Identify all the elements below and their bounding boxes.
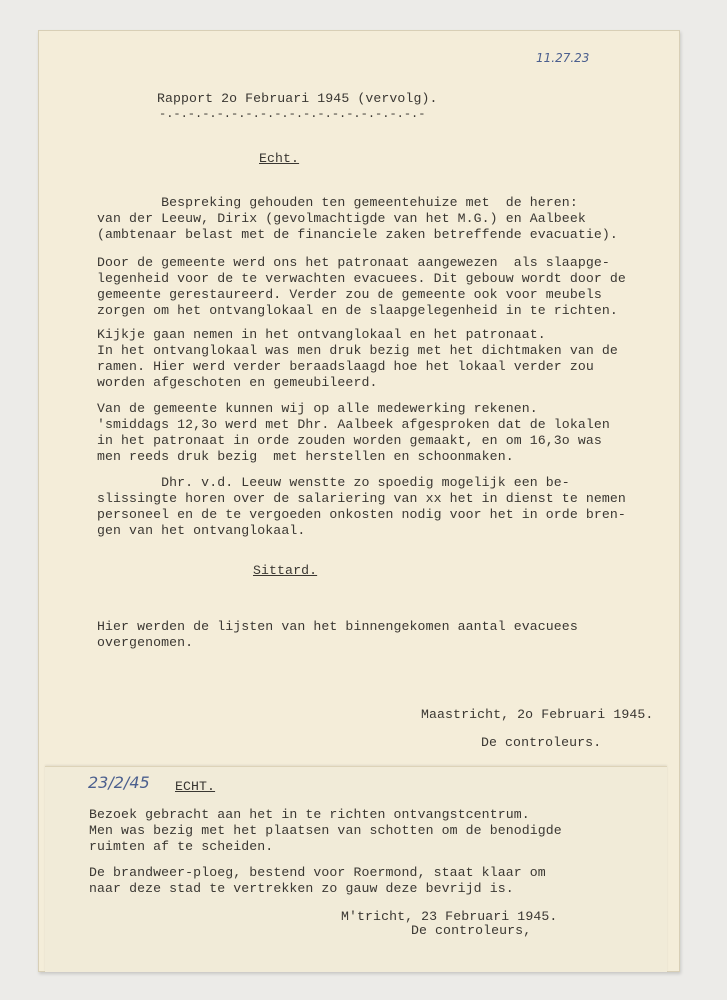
signature-place-date: Maastricht, 2o Februari 1945. — [421, 707, 654, 722]
text-line: men reeds druk bezig met herstellen en schoonmaken. — [97, 449, 514, 464]
text-line: Van de gemeente kunnen wij op alle medewerking rekenen. — [97, 401, 538, 416]
slip-signature-name: De controleurs, — [411, 923, 532, 938]
text-line: gen van het ontvanglokaal. — [97, 523, 306, 538]
section-heading-echt: Echt. — [259, 151, 300, 166]
text-line: in het patronaat in orde zouden worden gemaakt, en om 16,3o was — [97, 433, 602, 448]
handwritten-date: 23/2/45 — [88, 773, 150, 792]
text-line: 'smiddags 12,3o werd met Dhr. Aalbeek afgesproken dat de lokalen — [97, 417, 610, 432]
text-line: naar deze stad te vertrekken zo gauw deze bevrijd is. — [89, 881, 514, 896]
text-line: legenheid voor de te verwachten evacuees. Dit gebouw wordt door de — [97, 271, 626, 286]
text-line: overgenomen. — [97, 635, 194, 650]
text-line: In het ontvanglokaal was men druk bezig met het dichtmaken van de — [97, 343, 618, 358]
text-line: ramen. Hier werd verder beraadslaagd hoe het lokaal verder zou — [97, 359, 594, 374]
section-heading-sittard: Sittard. — [253, 563, 318, 578]
text-line: worden afgeschoten en gemeubileerd. — [97, 375, 378, 390]
text-line: Kijkje gaan nemen in het ontvanglokaal en het patronaat. — [97, 327, 546, 342]
attached-slip — [45, 766, 667, 972]
text-line: zorgen om het ontvanglokaal en de slaapgelegenheid in te richten. — [97, 303, 618, 318]
text-line: personeel en de te vergoeden onkosten nodig voor het in orde bren- — [97, 507, 626, 522]
text-line: ruimten af te scheiden. — [89, 839, 274, 854]
text-line: De brandweer-ploeg, bestend voor Roermond, staat klaar om — [89, 865, 546, 880]
report-title: Rapport 2o Februari 1945 (vervolg). — [157, 91, 438, 106]
text-line: Dhr. v.d. Leeuw wenstte zo spoedig mogelijk een be- — [97, 475, 570, 490]
text-line: Door de gemeente werd ons het patronaat aangewezen als slaapge- — [97, 255, 610, 270]
text-line: van der Leeuw, Dirix (gevolmachtigde van het M.G.) en Aalbeek — [97, 211, 586, 226]
text-line: Men was bezig met het plaatsen van schotten om de benodigde — [89, 823, 562, 838]
slip-heading-echt: ECHT. — [175, 779, 216, 794]
title-rule: -.-.-.-.-.-.-.-.-.-.-.-.-.-.-.-.-.-.- — [159, 107, 426, 121]
text-line: Bezoek gebracht aan het in te richten ontvangstcentrum. — [89, 807, 530, 822]
text-line: slissingte horen over de salariering van xx het in dienst te nemen — [97, 491, 626, 506]
text-line: Bespreking gehouden ten gemeentehuize met de heren: — [97, 195, 578, 210]
text-line: (ambtenaar belast met de financiele zaken betreffende evacuatie). — [97, 227, 618, 242]
slip-signature-place-date: M'tricht, 23 Februari 1945. — [341, 909, 558, 924]
text-line: gemeente gerestaureerd. Verder zou de gemeente ook voor meubels — [97, 287, 602, 302]
signature-name: De controleurs. — [481, 735, 602, 750]
archive-number: 11.27.23 — [536, 51, 590, 65]
text-line: Hier werden de lijsten van het binnengekomen aantal evacuees — [97, 619, 578, 634]
